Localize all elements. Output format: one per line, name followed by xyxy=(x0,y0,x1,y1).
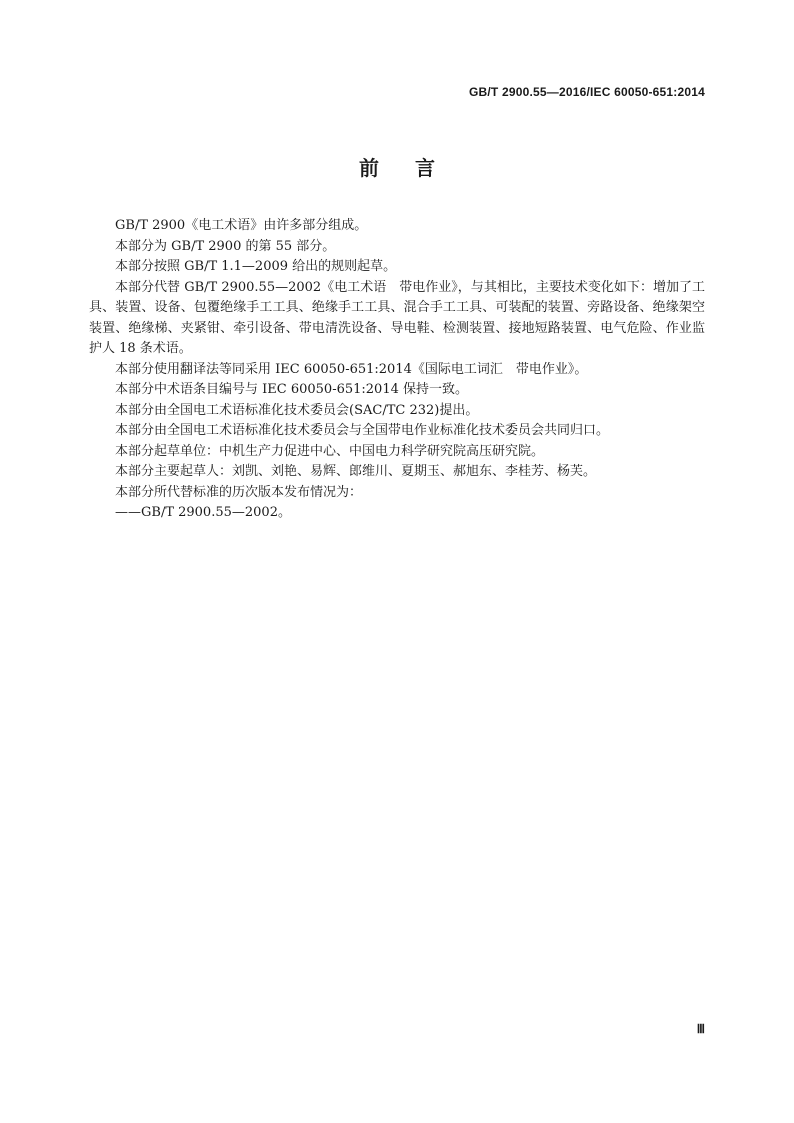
page-title: 前言 xyxy=(359,156,471,180)
paragraph: 本部分按照 GB/T 1.1—2009 给出的规则起草。 xyxy=(115,259,397,274)
paragraph: GB/T 2900《电工术语》由许多部分组成。 xyxy=(115,218,368,233)
paragraph: 本部分由全国电工术语标准化技术委员会(SAC/TC 232)提出。 xyxy=(115,402,479,418)
foreword-body xyxy=(89,216,705,524)
paragraph: 本部分主要起草人：刘凯、刘艳、易辉、郎维川、夏期玉、郝旭东、李桂芳、杨芙。 xyxy=(115,464,597,479)
paragraph: 本部分起草单位：中机生产力促进中心、中国电力科学研究院高压研究院。 xyxy=(115,443,545,459)
paragraph: ——GB/T 2900.55—2002。 xyxy=(115,505,291,520)
paragraph: 本部分中术语条目编号与 IEC 60050-651:2014 保持一致。 xyxy=(115,382,468,397)
standard-number-header: GB/T 2900.55—2016/IEC 60050-651:2014 xyxy=(468,85,705,99)
paragraph: 本部分为 GB/T 2900 的第 55 部分。 xyxy=(115,238,336,254)
paragraph: 本部分由全国电工术语标准化技术委员会与全国带电作业标准化技术委员会共同归口。 xyxy=(115,423,610,438)
paragraph: 本部分代替 GB/T 2900.55—2002《电工术语 带电作业》，与其相比，主要技术变化如下：增加了工具、装置、设备、包覆绝缘手工工具、绝缘手工工具、混合手工工具、可装配的装置、旁路设备、绝缘架空装置、绝缘梯、夹紧钳、牵引设备、带电清洗设备、导电鞋、检测装置、接地短路装置、电气危险、作业监护人 18 条术语。 xyxy=(89,279,705,356)
paragraph: 本部分所代替标准的历次版本发布情况为： xyxy=(115,484,363,500)
page-number: Ⅲ xyxy=(696,1022,705,1036)
paragraph: 本部分使用翻译法等同采用 IEC 60050-651:2014《国际电工词汇 带电作业》。 xyxy=(115,361,588,377)
